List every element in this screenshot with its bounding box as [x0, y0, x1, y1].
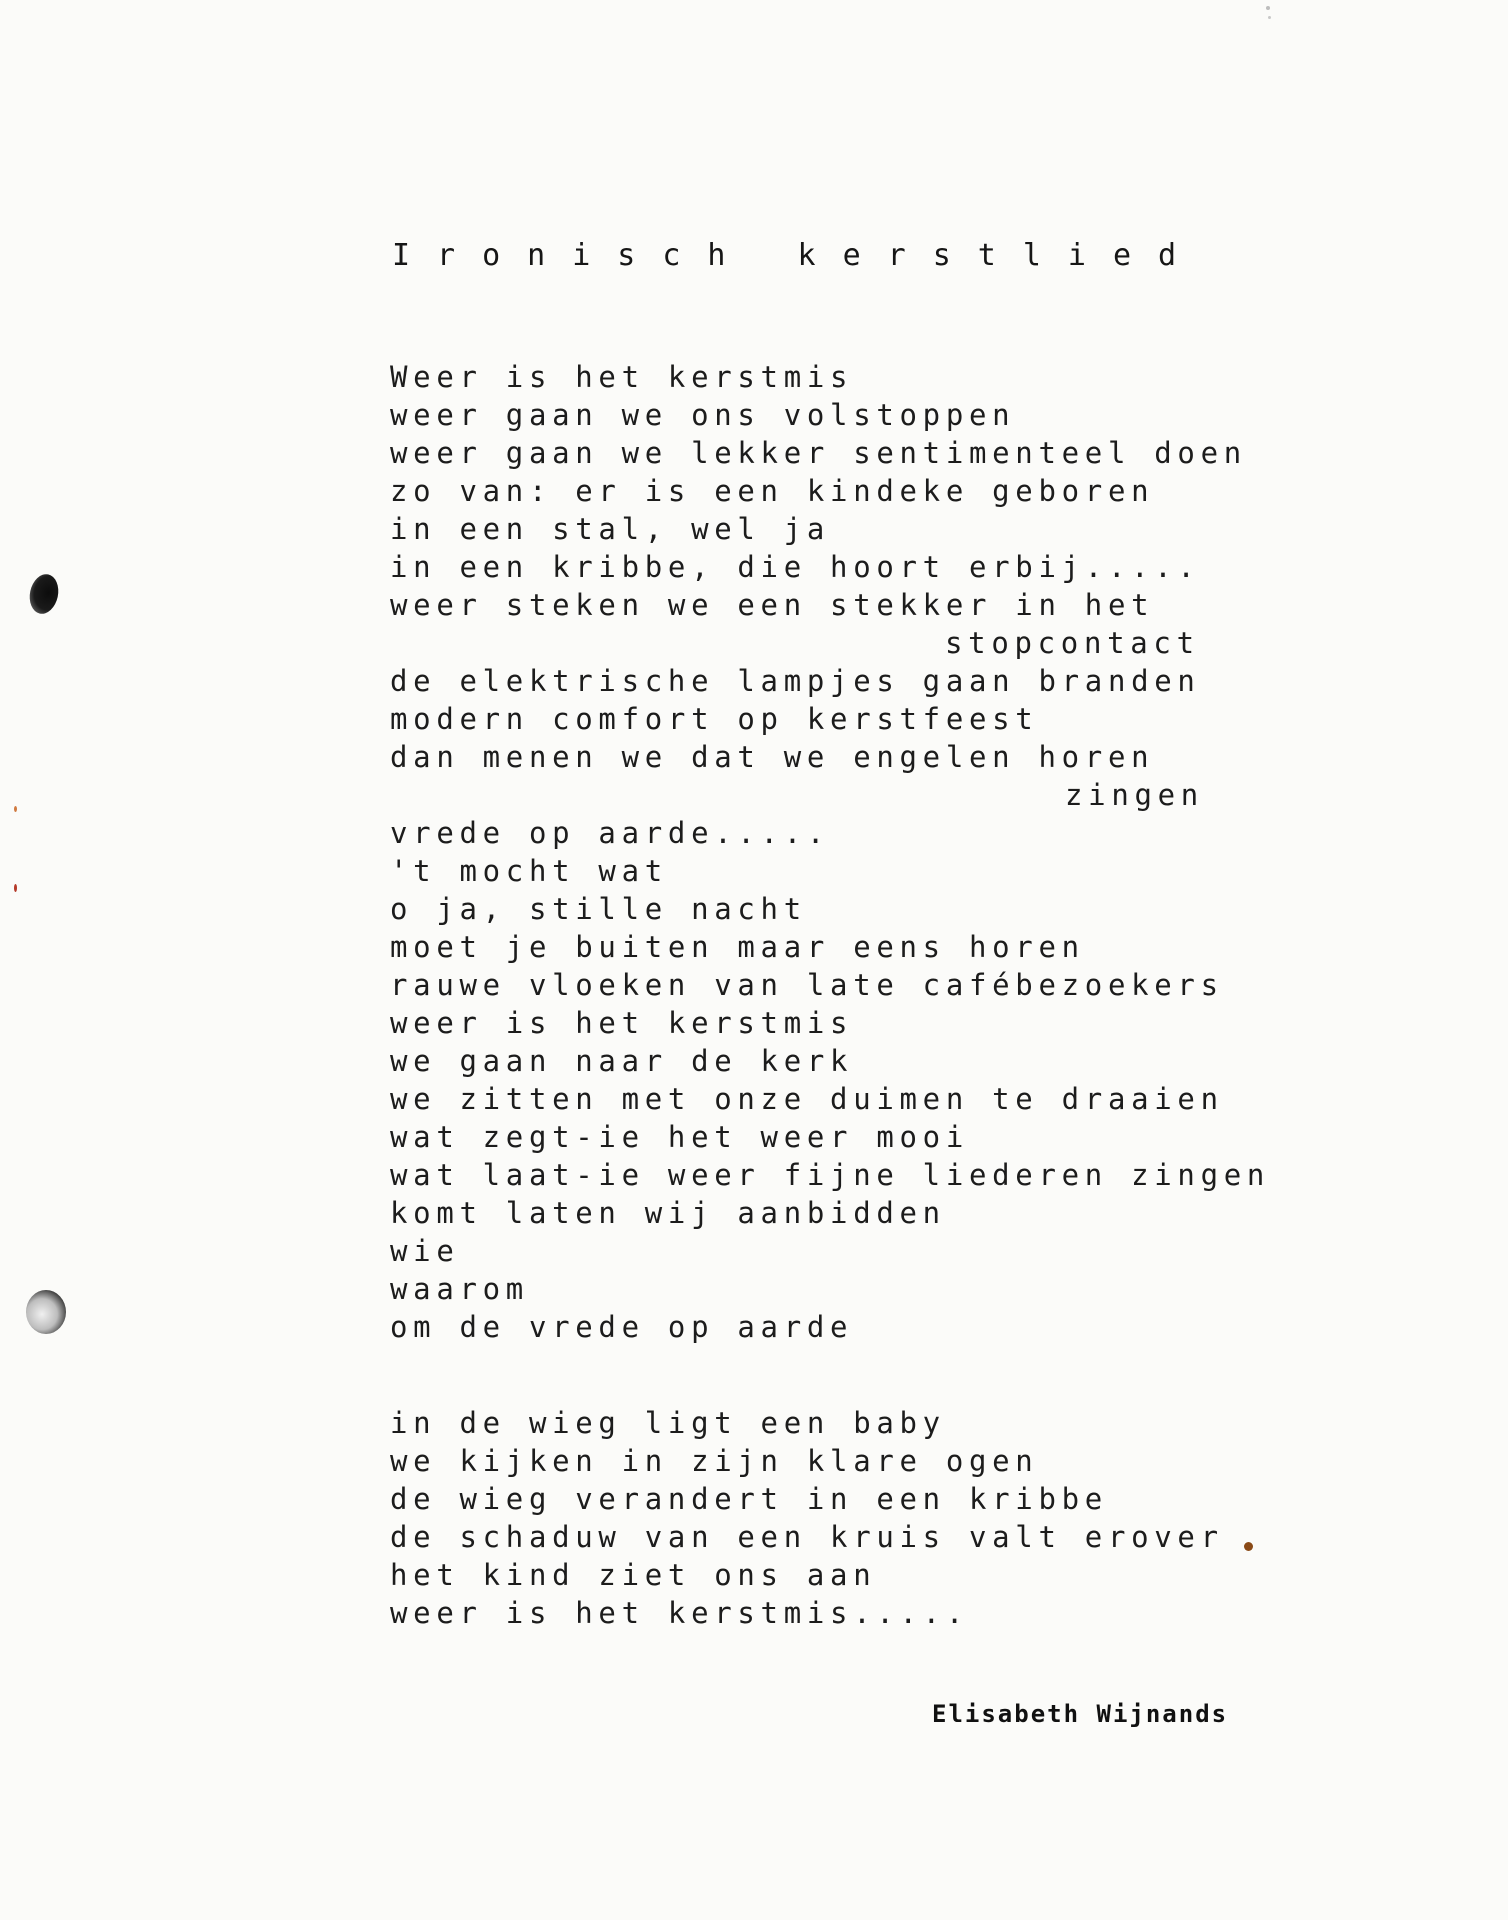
poem-line: in een stal, wel ja [390, 512, 831, 546]
poem-line: waarom [390, 1272, 529, 1306]
author-signature: Elisabeth Wijnands [932, 1700, 1229, 1728]
poem-line: weer is het kerstmis [390, 1006, 854, 1040]
poem-line: de elektrische lampjes gaan branden [390, 664, 1201, 698]
poem-line-continuation: zingen [1065, 778, 1204, 812]
paper-speck [14, 806, 17, 812]
poem-line: rauwe vloeken van late cafébezoekers [390, 968, 1224, 1002]
poem-line: modern comfort op kerstfeest [390, 702, 1039, 736]
poem-line: weer gaan we lekker sentimenteel doen [390, 436, 1247, 470]
rust-spot [1244, 1542, 1253, 1551]
poem-line: moet je buiten maar eens horen [390, 930, 1085, 964]
paper-speck [1266, 6, 1270, 10]
poem-line: o ja, stille nacht [390, 892, 807, 926]
poem-line: de wieg verandert in een kribbe [390, 1482, 1108, 1516]
poem-line: wat laat-ie weer fijne liederen zingen [390, 1158, 1271, 1192]
poem-stanza-2 [390, 1404, 1224, 1632]
poem-line: we kijken in zijn klare ogen [390, 1444, 1039, 1478]
poem-line-continuation: stopcontact [945, 626, 1200, 660]
poem-line: dan menen we dat we engelen horen [390, 740, 1155, 774]
poem-line: zo van: er is een kindeke geboren [390, 474, 1155, 508]
poem-line: in een kribbe, die hoort erbij..... [390, 550, 1201, 584]
poem-line: 't mocht wat [390, 854, 668, 888]
poem-line: de schaduw van een kruis valt erover [390, 1520, 1224, 1554]
poem-stanza-1 [390, 358, 1270, 1346]
punch-hole-bottom [26, 1290, 66, 1334]
poem-line: wie [390, 1234, 460, 1268]
poem-line: weer gaan we ons volstoppen [390, 398, 1016, 432]
paper-speck [14, 884, 17, 892]
poem-line: we zitten met onze duimen te draaien [390, 1082, 1224, 1116]
poem-line: het kind ziet ons aan [390, 1558, 877, 1592]
paper-speck [1268, 16, 1271, 19]
poem-line: wat zegt-ie het weer mooi [390, 1120, 969, 1154]
punch-hole-top [26, 572, 62, 617]
poem-line: weer steken we een stekker in het [390, 588, 1155, 622]
poem-line: vrede op aarde..... [390, 816, 831, 850]
poem-line: komt laten wij aanbidden [390, 1196, 946, 1230]
poem-line: we gaan naar de kerk [390, 1044, 854, 1078]
poem-line: om de vrede op aarde [390, 1310, 854, 1344]
poem-line: weer is het kerstmis..... [390, 1596, 969, 1630]
poem-title: Ironisch kerstlied [392, 238, 1204, 273]
poem-line: in de wieg ligt een baby [390, 1406, 946, 1440]
poem-line: Weer is het kerstmis [390, 360, 854, 394]
